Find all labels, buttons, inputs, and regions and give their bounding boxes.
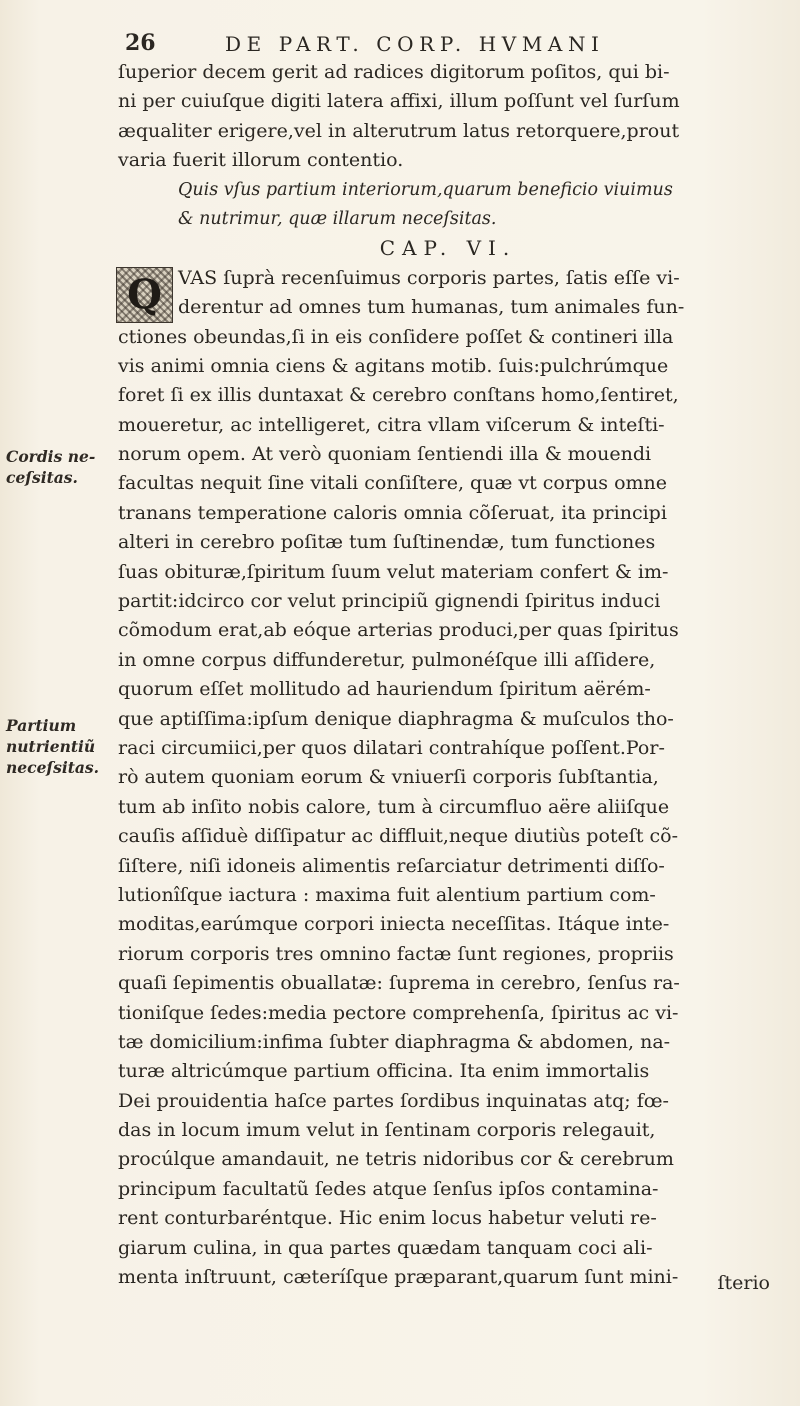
text-line: tum ab inſito nobis calore, tum à circumfluo aëre aliiſque [118,795,670,818]
chapter-summary-line: & nutrimur, quæ illarum neceſsitas. [178,208,497,229]
text-line: giarum culina, in qua partes quædam tanquam coci ali- [118,1236,653,1259]
text-line: tranans temperatione caloris omnia cõſeruat, ita principi [118,501,667,524]
text-line: ſuas obituræ,ſpiritum ſuum velut materiam confert & im- [118,560,669,583]
text-line: ſiſtere, niſi idoneis alimentis reſarciatur detrimenti diſſo- [118,854,665,877]
running-head: DE PART. CORP. HVMANI [225,32,605,56]
text-line: riorum corporis tres omnino factæ ſunt regiones, propriis [118,942,674,965]
marginal-line: nutrientiũ [6,737,96,756]
text-line: rent conturbaréntque. Hic enim locus habetur veluti re- [118,1207,657,1230]
page-header [115,30,775,60]
initial-letter: Q [127,271,162,319]
text-line: raci circumiici,per quos dilatari contrahíque poſſent.Por- [118,736,665,759]
text-line: lutionîſque iactura : maxima fuit alentium partium com- [118,883,656,906]
text-line: ni per cuiuſque digiti latera affixi, illum poſſunt vel ſurſum [118,90,680,113]
text-line: que aptiſſima:ipſum denique diaphragma & muſculos tho- [118,707,674,730]
text-line: principum facultatũ ſedes atque ſenſus ipſos contamina- [118,1177,659,1200]
page-number: 26 [125,30,156,56]
marginal-line: Cordis ne- [6,447,96,466]
text-line: moueretur, ac intelligeret, citra vllam viſcerum & inteſti- [118,413,665,436]
text-line: cauſis aſſiduè diſſipatur ac diffluit,neque diutiùs poteſt cõ- [118,825,678,848]
text-line: ctiones obeundas,ſi in eis conſidere poſſet & contineri illa [118,325,674,348]
marginal-line: Partium [6,716,77,735]
text-line: tæ domicilium:infima ſubter diaphragma & abdomen, na- [118,1030,671,1053]
text-line: foret ſi ex illis duntaxat & cerebro conſtans homo,ſentiret, [118,384,679,407]
text-line: Dei prouidentia haſce partes ſordibus inquinatas atq; fœ- [118,1089,669,1112]
text-line: turæ altricúmque partium officina. Ita enim immortalis [118,1060,650,1083]
text-line: das in locum imum velut in ſentinam corporis relegauit, [118,1119,656,1142]
text-line: derentur ad omnes tum humanas, tum animales fun- [178,296,685,319]
text-line: ſuperior decem gerit ad radices digitorum poſitos, qui bi- [118,61,670,83]
text-line: quaſi ſepimentis obuallatæ: ſuprema in cerebro, ſenſus ra- [118,972,680,995]
marginal-line: ceſsitas. [6,468,78,487]
text-line: alteri in cerebro poſitæ tum ſuſtinendæ, tum functiones [118,531,656,554]
text-line: æqualiter erigere,vel in alterutrum latus retorquere,prout [118,119,680,142]
decorated-initial [116,267,173,323]
marginal-line: neceſsitas. [6,758,100,777]
text-line-content: VAS ſuprà recenſuimus corporis partes, ſatis eſſe vi- [178,266,680,289]
text-line: in omne corpus diffunderetur, pulmonéſque illi aſſidere, [118,648,656,671]
text-line: norum opem. At verò quoniam ſentiendi illa & mouendi [118,443,652,466]
text-line: moditas,earúmque corpori iniecta neceſſitas. Itáque inte- [118,913,670,936]
chapter-summary-line: Quis vſus partium interiorum,quarum beneficio viuimus [178,179,673,200]
text-line: vis animi omnia ciens & agitans motib. ſuis:pulchrúmque [118,354,669,377]
text-line: varia fuerit illorum contentio. [118,149,404,172]
text-line: quorum eſſet mollitudo ad hauriendum ſpiritum aërém- [118,678,651,701]
catchword: ſterio [717,1272,770,1294]
text-line: facultas nequit ſine vitali conſiſtere, quæ vt corpus omne [118,472,668,495]
text-line: cõmodum erat,ab eóque arterias produci,per quas ſpiritus [118,619,679,642]
text-line: rò autem quoniam eorum & vniuerſi corporis ſubſtantia, [118,766,659,789]
marginal-note-partium [6,715,99,778]
chapter-heading: CAP. VI. [379,236,517,261]
text-line: menta inſtruunt, cæteríſque præparant,quarum ſunt mini- [118,1266,679,1289]
body-text [118,58,778,1292]
marginal-note-cordis [6,446,95,488]
text-line: partit:idcirco cor velut principiũ gignendi ſpiritus induci [118,590,661,613]
text-line: procúlque amandauit, ne tetris nidoribus cor & cerebrum [118,1148,674,1171]
text-line: tioniſque ſedes:media pectore comprehenſa, ſpiritus ac vi- [118,1001,679,1024]
